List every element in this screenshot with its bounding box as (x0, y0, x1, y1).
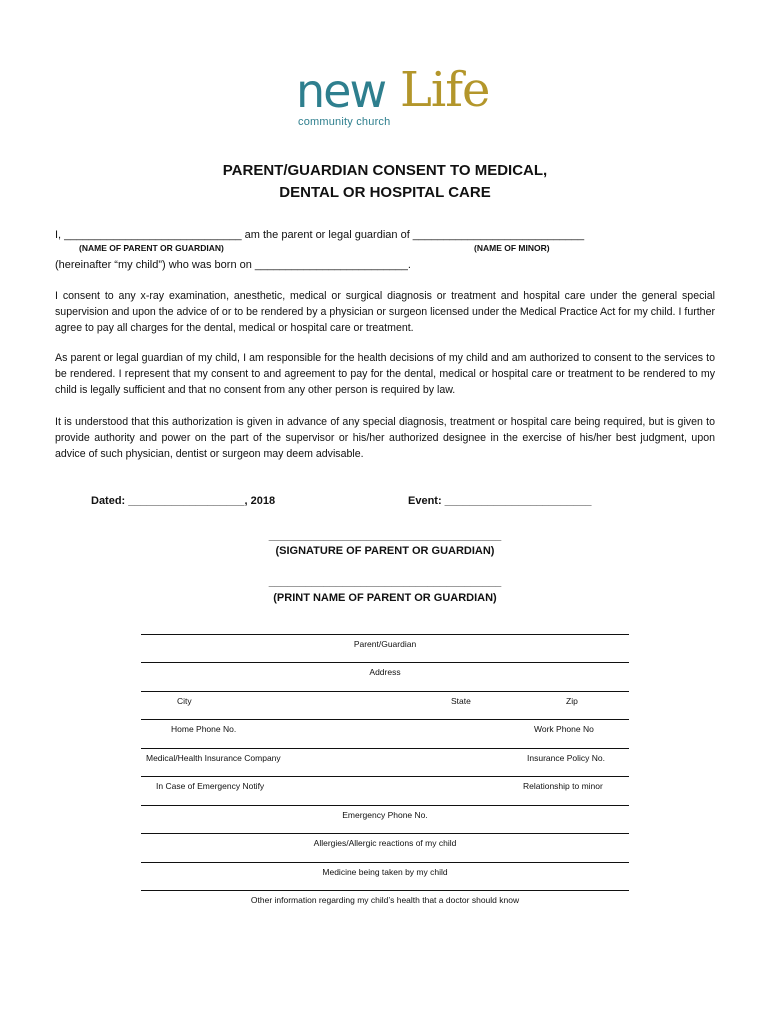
intro-line1: I, _____________________________ am the parent or legal guardian of ____________________________ (55, 229, 585, 241)
other-info-label: Other information regarding my child’s health that a doctor should know (250, 895, 520, 905)
label-parent-name: (NAME OF PARENT OR GUARDIAN) (79, 243, 224, 253)
intro-line2: (hereinafter “my child”) who was born on _________________________. (55, 259, 411, 271)
medicine-label: Medicine being taken by my child (322, 867, 448, 877)
medicine-line[interactable] (141, 862, 629, 863)
consent-paragraph-1: I consent to any x-ray examination, anesthetic, medical or surgical diagnosis or treatment and hospital care under the general special supervision and upon the advice of or to be rendered by a physician or surgeon licensed under the Medical Practice Act for my child. I further agree to pay all charges for the dental, medical or hospital care or treatment. (55, 290, 715, 334)
logo-wordmark-life: Life (400, 62, 490, 118)
city-label: City (177, 696, 192, 706)
allergies-line[interactable] (141, 833, 629, 834)
consent-paragraph-3: It is understood that this authorization is given in advance of any special diagnosis, treatment or hospital care being required, but is given to provide authority and power on the part of the supervisor or his/her authorized designee in the exercise of his/her best judgment, upon advice of such physician, dentist or surgeon may deem advisable. (55, 416, 715, 460)
city-state-zip-line[interactable] (141, 691, 629, 692)
state-label: State (451, 696, 471, 706)
logo-wordmark-new: new (296, 64, 386, 118)
dated-field[interactable]: Dated: ___________________, 2018 (91, 495, 276, 507)
parent-guardian-label: Parent/Guardian (353, 639, 417, 649)
print-name-line[interactable]: ______________________________________ (268, 576, 502, 588)
address-label: Address (369, 667, 401, 677)
label-minor-name: (NAME OF MINOR) (474, 243, 550, 253)
print-name-label: (PRINT NAME OF PARENT OR GUARDIAN) (273, 592, 497, 604)
signature-label: (SIGNATURE OF PARENT OR GUARDIAN) (275, 545, 495, 557)
form-title-line1: PARENT/GUARDIAN CONSENT TO MEDICAL, (222, 162, 548, 179)
signature-line[interactable]: ______________________________________ (268, 530, 502, 542)
allergies-label: Allergies/Allergic reactions of my child (313, 838, 457, 848)
emergency-phone-label: Emergency Phone No. (342, 810, 428, 820)
insurance-company-label: Medical/Health Insurance Company (146, 753, 281, 763)
phone-line[interactable] (141, 719, 629, 720)
home-phone-label: Home Phone No. (171, 724, 237, 734)
emergency-notify-label: In Case of Emergency Notify (156, 781, 265, 791)
insurance-policy-label: Insurance Policy No. (527, 753, 605, 763)
work-phone-label: Work Phone No (534, 724, 594, 734)
logo-subtitle: community church (298, 116, 391, 128)
other-info-line[interactable] (141, 890, 629, 891)
church-logo (296, 62, 490, 132)
emergency-contact-line[interactable] (141, 776, 629, 777)
emergency-phone-line[interactable] (141, 805, 629, 806)
relationship-label: Relationship to minor (523, 781, 603, 791)
consent-paragraph-2: As parent or legal guardian of my child, I am responsible for the health decisions of my child and am authorized to consent to the services to be rendered. I represent that my consent to and agreement to pay for the dental, medical or hospital care or treatment to be rendered to my child is legally sufficient and that no consent from any other person is required by law. (55, 352, 715, 396)
form-title-line2: DENTAL OR HOSPITAL CARE (279, 184, 491, 201)
event-field[interactable]: Event: ________________________ (408, 495, 592, 507)
zip-label: Zip (566, 696, 578, 706)
address-line[interactable] (141, 662, 629, 663)
parent-guardian-line[interactable] (141, 634, 629, 635)
insurance-line[interactable] (141, 748, 629, 749)
